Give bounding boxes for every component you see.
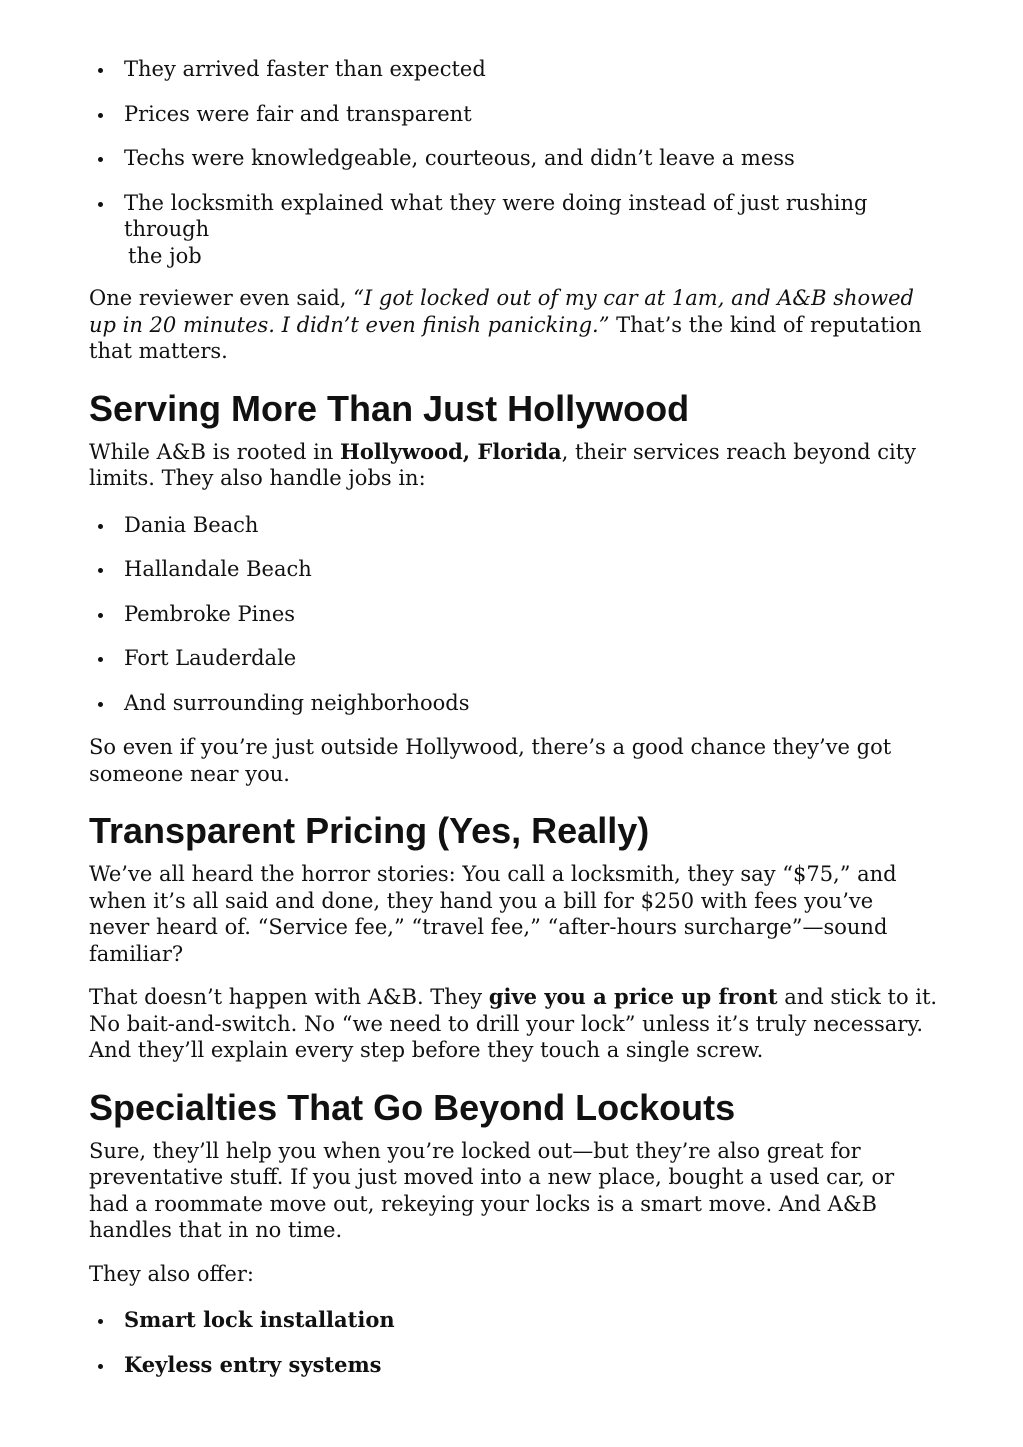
section-intro — [89, 439, 939, 492]
section-heading: Specialties That Go Beyond Lockouts — [89, 1086, 736, 1128]
offer-label: Keyless entry systems — [124, 1351, 382, 1377]
list-item: Fort Lauderdale — [124, 645, 939, 672]
review-intro: One reviewer even said, — [89, 286, 354, 310]
list-item: Dania Beach — [124, 512, 939, 539]
list-item-line: The locksmith explained what they were doing instead of just rushing through — [124, 190, 868, 241]
list-item — [124, 190, 939, 270]
list-item — [124, 1352, 939, 1379]
pricing-paragraph: We’ve all heard the horror stories: You call a locksmith, they say “$75,” and when it’s all said and done, they hand you a bill for $250 with fees you’ve never heard of. “Service fee,” “travel fee,” “after-hours surcharge”—sound familiar? — [89, 862, 897, 966]
review-paragraph — [89, 285, 939, 365]
list-item: Techs were knowledgeable, courteous, and didn’t leave a mess — [124, 145, 939, 172]
list-item-line: the job — [128, 243, 202, 268]
review-quote: “I got locked out of my car at 1am, and A&B showed up in 20 minutes. I didn’t even finish panicking.” — [89, 286, 914, 337]
specialties-paragraph: They also offer: — [89, 1261, 254, 1286]
review-outro: That’s the kind of reputation that matters. — [89, 312, 922, 363]
offers-list — [89, 1307, 939, 1378]
list-item: Pembroke Pines — [124, 601, 939, 628]
article-body — [89, 56, 939, 1396]
specialties-paragraph: Sure, they’ll help you when you’re locked out—but they’re also great for preventative stuff. If you just moved into a new place, bought a used car, or had a roommate move out, rekeying your locks is a smart move. And A&B handles that in no time. — [89, 1138, 895, 1242]
offer-label: Smart lock installation — [124, 1307, 395, 1332]
list-item: Prices were fair and transparent — [124, 101, 939, 128]
list-item: Hallandale Beach — [124, 556, 939, 583]
price-highlight: give you a price up front — [488, 984, 778, 1009]
text-span: and stick to it. No bait-and-switch. No “we need to drill your lock” unless it’s truly necessary. And they’ll explain every step before they touch a single screw. — [89, 985, 938, 1062]
location-highlight: Hollywood, Florida — [340, 438, 562, 464]
list-item — [124, 1307, 939, 1334]
review-highlights-list — [89, 56, 939, 269]
text-span: That doesn’t happen with A&B. They — [89, 985, 489, 1009]
section-heading: Transparent Pricing (Yes, Really) — [89, 810, 650, 851]
service-areas-list — [89, 512, 939, 717]
pricing-paragraph — [89, 984, 939, 1064]
text-span: , their services reach beyond city limits. They also handle jobs in: — [89, 439, 917, 490]
section-closing: So even if you’re just outside Hollywood, there’s a good chance they’ve got someone near you. — [89, 735, 892, 786]
text-span: While A&B is rooted in — [89, 439, 341, 464]
list-item: And surrounding neighborhoods — [124, 690, 939, 717]
section-heading: Serving More Than Just Hollywood — [89, 387, 690, 429]
list-item: They arrived faster than expected — [124, 56, 939, 83]
